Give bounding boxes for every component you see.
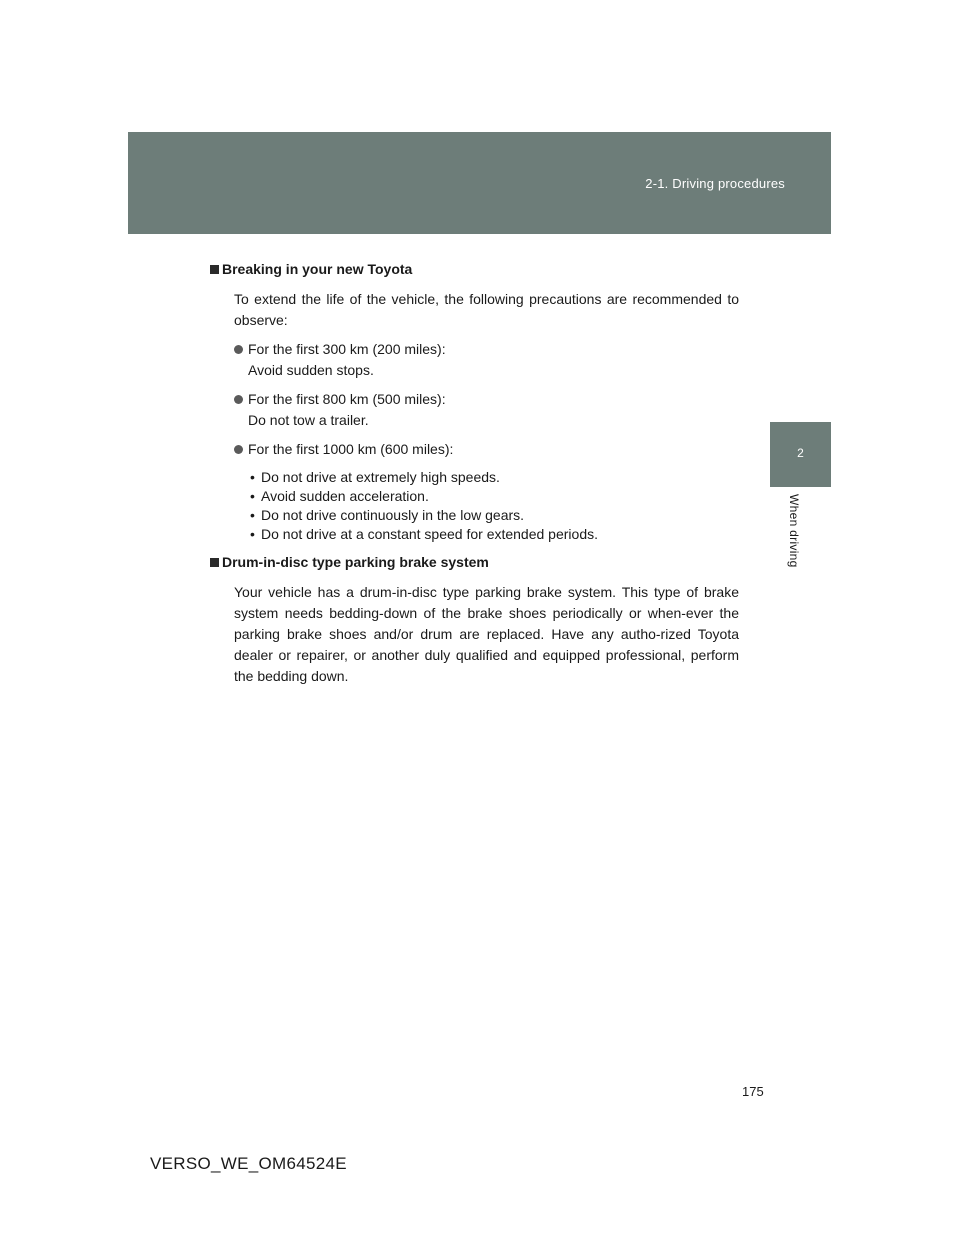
sub-list bbox=[250, 468, 739, 544]
heading-text: Breaking in your new Toyota bbox=[222, 261, 413, 277]
intro-paragraph: To extend the life of the vehicle, the following precautions are recommended to observe: bbox=[234, 291, 739, 328]
chapter-number: 2 bbox=[797, 446, 804, 460]
square-bullet-icon bbox=[210, 558, 219, 567]
circle-bullet-icon bbox=[234, 395, 243, 404]
page-content bbox=[222, 259, 739, 687]
sub-list-item: • Avoid sudden acceleration. bbox=[250, 487, 739, 506]
circle-bullet-icon bbox=[234, 445, 243, 454]
header-band bbox=[128, 132, 831, 234]
circle-bullet-icon bbox=[234, 345, 243, 354]
section-title: 2-1. Driving procedures bbox=[645, 176, 785, 191]
bullet-text: Do not tow a trailer. bbox=[248, 412, 369, 428]
section-heading bbox=[222, 552, 739, 573]
document-code: VERSO_WE_OM64524E bbox=[150, 1154, 347, 1173]
bullet-title: For the first 300 km (200 miles): bbox=[248, 341, 446, 357]
bullet-title: For the first 800 km (500 miles): bbox=[248, 391, 446, 407]
chapter-label: When driving bbox=[787, 494, 801, 568]
page-number: 175 bbox=[742, 1084, 764, 1099]
list-item bbox=[248, 339, 739, 381]
body-paragraph: Your vehicle has a drum-in-disc type parking brake system. This type of brake system needs bedding-down of the brake shoes periodically or when-ever the parking brake shoes and/or drum are replaced. Have any autho-rized Toyota dealer or repairer, or another duly qualified and equipped professional, perform the bedding down. bbox=[234, 584, 739, 684]
sub-list-item: • Do not drive at a constant speed for extended periods. bbox=[250, 525, 739, 544]
sub-list-item: • Do not drive continuously in the low gears. bbox=[250, 506, 739, 525]
chapter-tab bbox=[770, 422, 831, 487]
bullet-text: Avoid sudden stops. bbox=[248, 362, 374, 378]
bullet-title: For the first 1000 km (600 miles): bbox=[248, 441, 454, 457]
square-bullet-icon bbox=[210, 265, 219, 274]
heading-text: Drum-in-disc type parking brake system bbox=[222, 554, 489, 570]
sub-list-item: • Do not drive at extremely high speeds. bbox=[250, 468, 739, 487]
list-item bbox=[248, 439, 739, 460]
section-heading bbox=[222, 259, 739, 280]
list-item bbox=[248, 389, 739, 431]
